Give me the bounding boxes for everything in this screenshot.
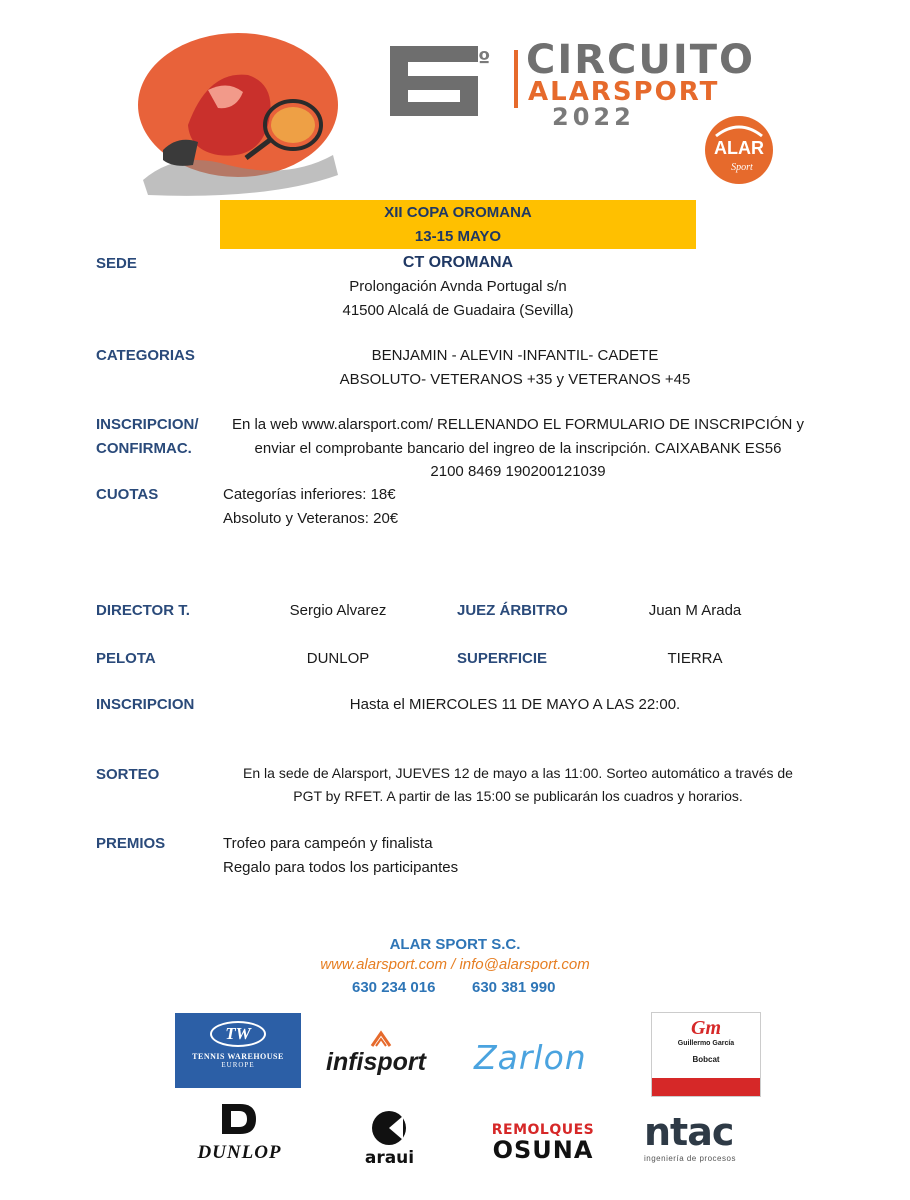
inscripcion-deadline: Hasta el MIERCOLES 11 DE MAYO A LAS 22:00. (349, 696, 681, 713)
cuota-inferiores: Categorías inferiores: 18€ (223, 486, 396, 503)
alar-logo-sub: Sport (731, 162, 753, 173)
osuna-text: OSUNA (492, 1136, 594, 1164)
cuotas-label: CUOTAS (96, 486, 159, 503)
event-banner (220, 200, 696, 249)
araui-text: araui (364, 1148, 415, 1168)
premio-1: Trofeo para campeón y finalista (223, 835, 433, 852)
zarlon-text: Zarlon (474, 1038, 587, 1077)
pelota-value: DUNLOP (306, 650, 370, 667)
premios-label: PREMIOS (96, 835, 166, 852)
zarlon-logo (474, 1038, 624, 1083)
ntac-sub: ingeniería de procesos (644, 1154, 736, 1163)
inscripcion-conf-line-2: enviar el comprobante bancario del ingreo de la inscripción. CAIXABANK ES56 (254, 440, 782, 457)
gm-mark: Gm (691, 1017, 721, 1039)
tw-mark: TW (210, 1021, 266, 1047)
infisport-logo (326, 1030, 451, 1080)
tennis-warehouse-logo (175, 1013, 301, 1088)
tennis-player-illustration (118, 30, 348, 200)
director-label: DIRECTOR T. (96, 602, 190, 619)
event-title: XII COPA OROMANA (384, 204, 532, 221)
superficie-value: TIERRA (667, 650, 723, 667)
title-alarsport: ALARSPORT (528, 77, 720, 107)
event-dates: 13-15 MAYO (414, 228, 502, 245)
venue-name: CT OROMANA (402, 254, 514, 271)
venue-address-2: 41500 Alcalá de Guadaira (Sevilla) (342, 302, 574, 319)
title-divider (514, 50, 518, 108)
sorteo-line-1: En la sede de Alarsport, JUEVES 12 de mayo a las 11:00. Sorteo automático a través de (243, 765, 793, 781)
inscripcion-conf-label-2: CONFIRMAC. (96, 440, 192, 457)
gm-name: Guillermo García (677, 1040, 735, 1047)
superficie-label: SUPERFICIE (457, 650, 548, 667)
inscripcion-label: INSCRIPCION (96, 696, 195, 713)
juez-value: Juan M Arada (648, 602, 742, 619)
ntac-logo (644, 1110, 764, 1170)
categorias-line-1: BENJAMIN - ALEVIN -INFANTIL- CADETE (371, 347, 659, 364)
pelota-label: PELOTA (96, 650, 156, 667)
inscripcion-conf-line-1: En la web www.alarsport.com/ RELLENANDO EL FORMULARIO DE INSCRIPCIÓN y (231, 416, 805, 433)
alar-sport-logo (696, 114, 782, 186)
infisport-mark-icon (370, 1030, 392, 1048)
remolques-text: REMOLQUES (491, 1122, 595, 1138)
title-year: 2022 (552, 103, 635, 131)
gm-footer-strip (652, 1078, 760, 1096)
inscripcion-conf-label-1: INSCRIPCION/ (96, 416, 199, 433)
sede-label: SEDE (96, 255, 137, 272)
cuota-absoluto: Absoluto y Veteranos: 20€ (223, 510, 399, 527)
phone-2[interactable]: 630 381 990 (472, 979, 556, 996)
araui-mark-icon (367, 1110, 411, 1146)
edition-ordinal: º (478, 48, 491, 73)
phone-1[interactable]: 630 234 016 (352, 979, 436, 996)
remolques-osuna-logo (477, 1122, 609, 1170)
araui-logo (357, 1110, 422, 1170)
club-name: ALAR SPORT S.C. (389, 936, 521, 953)
alar-logo-text: ALAR (714, 138, 764, 158)
title-circuito: CIRCUITO (526, 37, 756, 83)
infisport-text: infisport (326, 1048, 426, 1076)
categorias-label: CATEGORIAS (96, 347, 195, 364)
sorteo-line-2: PGT by RFET. A partir de las 15:00 se publicarán los cuadros y horarios. (293, 788, 743, 804)
gm-brand: Bobcat (692, 1055, 720, 1064)
categorias-line-2: ABSOLUTO- VETERANOS +35 y VETERANOS +45 (339, 371, 691, 388)
tw-text-2: EUROPE (221, 1061, 255, 1069)
sorteo-label: SORTEO (96, 766, 160, 783)
club-web-email[interactable]: www.alarsport.com / info@alarsport.com (320, 956, 590, 973)
dunlop-logo (172, 1100, 307, 1166)
director-value: Sergio Alvarez (289, 602, 387, 619)
premio-2: Regalo para todos los participantes (223, 859, 459, 876)
venue-address-1: Prolongación Avnda Portugal s/n (349, 278, 567, 295)
inscripcion-conf-line-3: 2100 8469 190200121039 (430, 463, 606, 480)
tw-text: TENNIS WAREHOUSE (192, 1052, 284, 1061)
juez-label: JUEZ ÁRBITRO (457, 602, 568, 619)
dunlop-text: DUNLOP (197, 1142, 282, 1163)
guillermo-garcia-logo (651, 1012, 761, 1097)
ntac-text: ntac (644, 1110, 734, 1154)
dunlop-flying-d-icon (218, 1100, 260, 1138)
